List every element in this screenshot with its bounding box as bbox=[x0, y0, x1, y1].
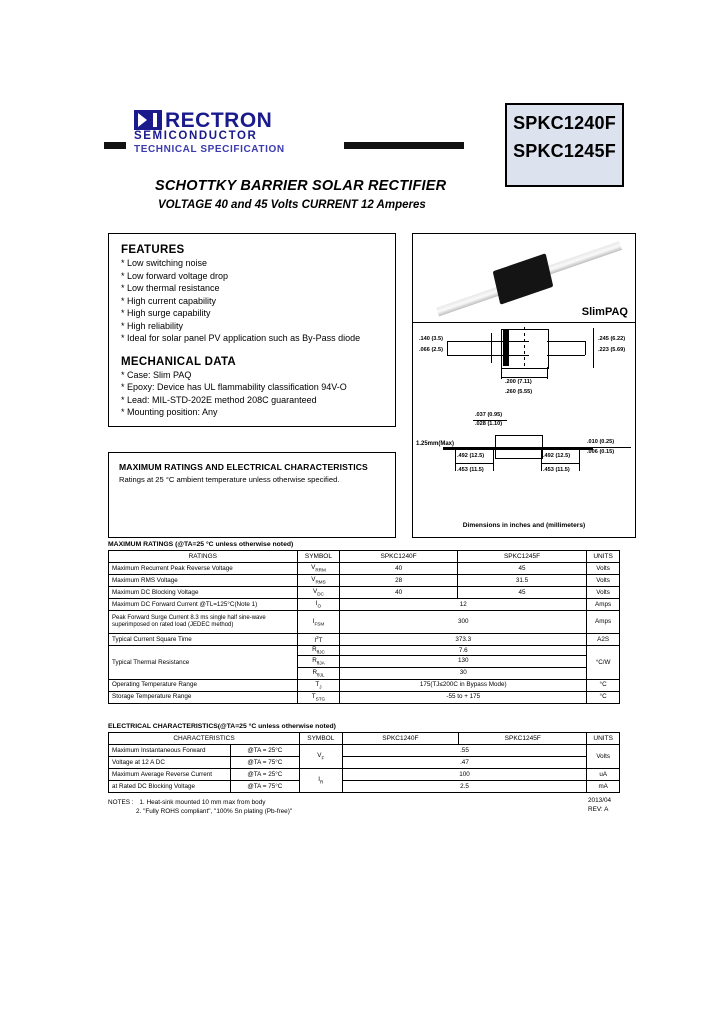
dim-line bbox=[541, 449, 542, 471]
characteristic-name: at Rated DC Blocking Voltage bbox=[109, 781, 231, 793]
table-row bbox=[109, 575, 620, 587]
features-box bbox=[108, 233, 396, 427]
test-condition: @TA = 25°C bbox=[230, 745, 299, 757]
package-label: SlimPAQ bbox=[581, 306, 628, 318]
dimension-label: .200 (7.11) bbox=[505, 379, 532, 385]
rating-symbol: $T_J$ bbox=[297, 679, 340, 691]
value-merged: .47 bbox=[342, 757, 587, 769]
dimension-label: 1.25mm(Max) bbox=[416, 441, 455, 447]
dimension-label: .066 (2.5) bbox=[419, 347, 443, 353]
feature-item: * Low thermal resistance bbox=[121, 283, 220, 293]
dim-line bbox=[593, 328, 594, 368]
dim-line bbox=[579, 449, 580, 471]
max-ratings-heading: MAXIMUM RATINGS AND ELECTRICAL CHARACTERISTICS bbox=[119, 462, 368, 472]
characteristic-name: Maximum Instantaneous Forward bbox=[109, 745, 231, 757]
dimension-label: .492 (12.5) bbox=[457, 453, 485, 459]
value-part1: 28 bbox=[340, 575, 458, 587]
dim-line bbox=[501, 377, 547, 378]
dimension-drawing bbox=[413, 323, 635, 535]
cathode-band bbox=[503, 330, 509, 366]
table-row bbox=[109, 757, 620, 769]
col-units: UNITS bbox=[587, 733, 620, 745]
feature-item: * Low switching noise bbox=[121, 258, 208, 268]
page-title: SCHOTTKY BARRIER SOLAR RECTIFIER bbox=[155, 178, 447, 194]
value-part1: 40 bbox=[340, 563, 458, 575]
rating-name: Peak Forward Surge Current 8.3 ms single half sine-wave superimposed on rated load (JEDEC method) bbox=[109, 611, 298, 634]
value-merged: -55 to + 175 bbox=[340, 691, 587, 703]
ratings-caption-text: MAXIMUM RATINGS (@TA=25 °C unless otherwise noted) bbox=[108, 541, 294, 548]
dim-line bbox=[547, 367, 548, 379]
rating-name: Maximum DC Forward Current @TL=125°C(Note 1) bbox=[109, 599, 298, 611]
table-row bbox=[109, 634, 620, 646]
value-units: Amps bbox=[587, 599, 620, 611]
dimension-label: .260 (5.55) bbox=[505, 389, 533, 395]
notes-label: NOTES : bbox=[108, 799, 134, 806]
feature-item: * High current capability bbox=[121, 295, 217, 306]
value-units: Volts bbox=[587, 575, 620, 587]
rating-symbol: $T_{STG}$ bbox=[297, 691, 340, 703]
dimension-label: .245 (6.22) bbox=[598, 336, 626, 342]
package-drawing-panel bbox=[412, 233, 636, 538]
dim-line bbox=[501, 367, 502, 379]
col-part1: SPKC1240F bbox=[340, 551, 458, 563]
rating-symbol: $V_{RMS}$ bbox=[297, 575, 340, 587]
rating-symbol: $R_{\theta JL}$ bbox=[297, 667, 340, 679]
electrical-characteristics-table bbox=[108, 732, 620, 793]
test-condition: @TA = 25°C bbox=[230, 769, 299, 781]
test-condition: @TA = 75°C bbox=[230, 757, 299, 769]
value-units: uA bbox=[587, 769, 620, 781]
dimension-label: .037 (0.95) bbox=[475, 412, 503, 418]
note-item: 1. Heat-sink mounted 10 mm max from body bbox=[139, 799, 266, 806]
dim-line bbox=[455, 449, 456, 471]
value-part1: 40 bbox=[340, 587, 458, 599]
mechanical-heading: MECHANICAL DATA bbox=[121, 355, 237, 368]
dimension-label: .028 (1.10) bbox=[475, 421, 503, 427]
value-merged: 30 bbox=[340, 667, 587, 679]
figure-note: Dimensions in inches and (millimeters) bbox=[462, 522, 586, 529]
company-subtitle: SEMICONDUCTOR bbox=[134, 130, 258, 142]
value-units: °C bbox=[587, 691, 620, 703]
table-header-row bbox=[109, 733, 620, 745]
col-symbol: SYMBOL bbox=[297, 551, 340, 563]
table-row bbox=[109, 769, 620, 781]
test-condition: @TA = 75°C bbox=[230, 781, 299, 793]
value-merged: 300 bbox=[340, 611, 587, 634]
value-units: Volts bbox=[587, 563, 620, 575]
value-merged: 130 bbox=[340, 655, 587, 667]
electrical-caption-text: ELECTRICAL CHARACTERISTICS(@TA=25 °C unless otherwise noted) bbox=[108, 723, 336, 730]
rating-symbol: $R_{\theta JA}$ bbox=[297, 655, 340, 667]
max-ratings-note: Ratings at 25 °C ambient temperature unless otherwise specified. bbox=[119, 475, 340, 484]
electrical-table-caption bbox=[108, 723, 336, 730]
table-row bbox=[109, 679, 620, 691]
features-heading: FEATURES bbox=[121, 244, 185, 256]
revision-date: 2013/04 bbox=[588, 797, 612, 804]
maximum-ratings-table bbox=[108, 550, 620, 704]
value-units: A2S bbox=[587, 634, 620, 646]
document-type: TECHNICAL SPECIFICATION bbox=[134, 144, 285, 155]
value-units: °C/W bbox=[587, 646, 620, 680]
rating-symbol: $I_{FSM}$ bbox=[297, 611, 340, 634]
table-row bbox=[109, 599, 620, 611]
col-characteristics: CHARACTERISTICS bbox=[109, 733, 300, 745]
header-rule-left bbox=[104, 142, 126, 149]
company-name: RECTRON bbox=[165, 108, 273, 132]
mechanical-item: * Lead: MIL-STD-202E method 208C guaranteed bbox=[121, 394, 317, 405]
dimension-label: .010 (0.25) bbox=[587, 439, 615, 445]
value-units: Volts bbox=[587, 745, 620, 769]
rating-name: Typical Current Square Time bbox=[109, 634, 298, 646]
feature-item: * Ideal for solar panel PV application such as By-Pass diode bbox=[121, 333, 361, 343]
rating-name: Storage Temperature Range bbox=[109, 691, 298, 703]
table-row bbox=[109, 646, 620, 656]
rating-name: Typical Thermal Resistance bbox=[109, 646, 298, 680]
characteristic-symbol: $I_R$ bbox=[300, 769, 343, 793]
col-part1: SPKC1240F bbox=[342, 733, 459, 745]
table-row bbox=[109, 611, 620, 634]
feature-item: * High reliability bbox=[121, 320, 184, 331]
rating-symbol: $V_{RRM}$ bbox=[297, 563, 340, 575]
dim-line bbox=[447, 341, 448, 355]
value-part2: 45 bbox=[457, 563, 586, 575]
company-logo bbox=[134, 110, 324, 164]
mechanical-item: * Mounting position: Any bbox=[121, 407, 218, 417]
dim-line bbox=[541, 463, 579, 464]
value-merged: 12 bbox=[340, 599, 587, 611]
table-row bbox=[109, 587, 620, 599]
value-merged: 7.6 bbox=[340, 646, 587, 656]
package-body bbox=[493, 253, 554, 305]
value-merged: 175(TJ≤200C in Bypass Mode) bbox=[340, 679, 587, 691]
max-ratings-intro-box bbox=[108, 452, 396, 538]
dim-line bbox=[585, 341, 586, 355]
dim-line bbox=[455, 463, 493, 464]
rating-symbol: $R_{\theta JC}$ bbox=[297, 646, 340, 656]
col-part2: SPKC1245F bbox=[459, 733, 587, 745]
dimension-label: .492 (12.5) bbox=[543, 453, 571, 459]
value-merged: .55 bbox=[342, 745, 587, 757]
rating-symbol: $V_{DC}$ bbox=[297, 587, 340, 599]
dimension-label: .140 (3.5) bbox=[419, 336, 443, 342]
header-rule-right bbox=[344, 142, 464, 149]
mechanical-item: * Epoxy: Device has UL flammability classification 94V-O bbox=[121, 382, 347, 392]
dim-line bbox=[447, 341, 491, 342]
col-units: UNITS bbox=[587, 551, 620, 563]
value-units: mA bbox=[587, 781, 620, 793]
col-part2: SPKC1245F bbox=[457, 551, 586, 563]
rating-symbol: $I^2T$ bbox=[297, 634, 340, 646]
table-row bbox=[109, 563, 620, 575]
package-photo bbox=[413, 234, 635, 323]
rectron-mark-icon bbox=[134, 110, 162, 130]
col-symbol: SYMBOL bbox=[300, 733, 343, 745]
dim-line bbox=[493, 449, 494, 471]
dim-line bbox=[585, 447, 631, 448]
characteristic-name: Maximum Average Reverse Current bbox=[109, 769, 231, 781]
dimension-label: .453 (11.5) bbox=[457, 467, 484, 473]
body-outline-top bbox=[495, 435, 543, 459]
dimension-label: .006 (0.15) bbox=[587, 449, 615, 455]
part-number-box bbox=[505, 103, 624, 187]
ratings-table-caption bbox=[108, 541, 293, 548]
notes-block bbox=[108, 798, 292, 816]
value-part2: 45 bbox=[457, 587, 586, 599]
col-ratings: RATINGS bbox=[109, 551, 298, 563]
dim-line bbox=[547, 355, 585, 356]
part-number-secondary: SPKC1245F bbox=[513, 141, 616, 161]
value-units: Amps bbox=[587, 611, 620, 634]
value-part2: 31.5 bbox=[457, 575, 586, 587]
feature-item: * High surge capability bbox=[121, 308, 211, 318]
dimension-label: .453 (11.5) bbox=[543, 467, 570, 473]
rating-symbol: $I_O$ bbox=[297, 599, 340, 611]
table-row bbox=[109, 745, 620, 757]
feature-item: * Low forward voltage drop bbox=[121, 270, 229, 281]
rating-name: Operating Temperature Range bbox=[109, 679, 298, 691]
center-line bbox=[524, 327, 525, 369]
value-merged: 2.5 bbox=[342, 781, 587, 793]
rating-name: Maximum RMS Voltage bbox=[109, 575, 298, 587]
value-units: °C bbox=[587, 679, 620, 691]
dim-line bbox=[547, 341, 585, 342]
dim-line bbox=[491, 333, 492, 363]
table-row bbox=[109, 781, 620, 793]
dim-line bbox=[447, 355, 491, 356]
note-item: 2. "Fully ROHS compliant", "100% Sn plating (Pb-free)" bbox=[136, 808, 293, 815]
revision-number: REV: A bbox=[588, 806, 609, 813]
value-merged: 100 bbox=[342, 769, 587, 781]
dimension-label: .223 (5.69) bbox=[598, 347, 626, 353]
rating-name: Maximum Recurrent Peak Reverse Voltage bbox=[109, 563, 298, 575]
characteristic-name: Voltage at 12 A DC bbox=[109, 757, 231, 769]
characteristic-symbol: $V_F$ bbox=[300, 745, 343, 769]
table-header-row bbox=[109, 551, 620, 563]
table-row bbox=[109, 691, 620, 703]
value-merged: 373.3 bbox=[340, 634, 587, 646]
rating-name: Maximum DC Blocking Voltage bbox=[109, 587, 298, 599]
value-units: Volts bbox=[587, 587, 620, 599]
page-subtitle: VOLTAGE 40 and 45 Volts CURRENT 12 Amperes bbox=[158, 199, 426, 211]
revision-block bbox=[588, 796, 611, 814]
mechanical-item: * Case: Slim PAQ bbox=[121, 369, 192, 380]
part-number-primary: SPKC1240F bbox=[513, 113, 616, 133]
